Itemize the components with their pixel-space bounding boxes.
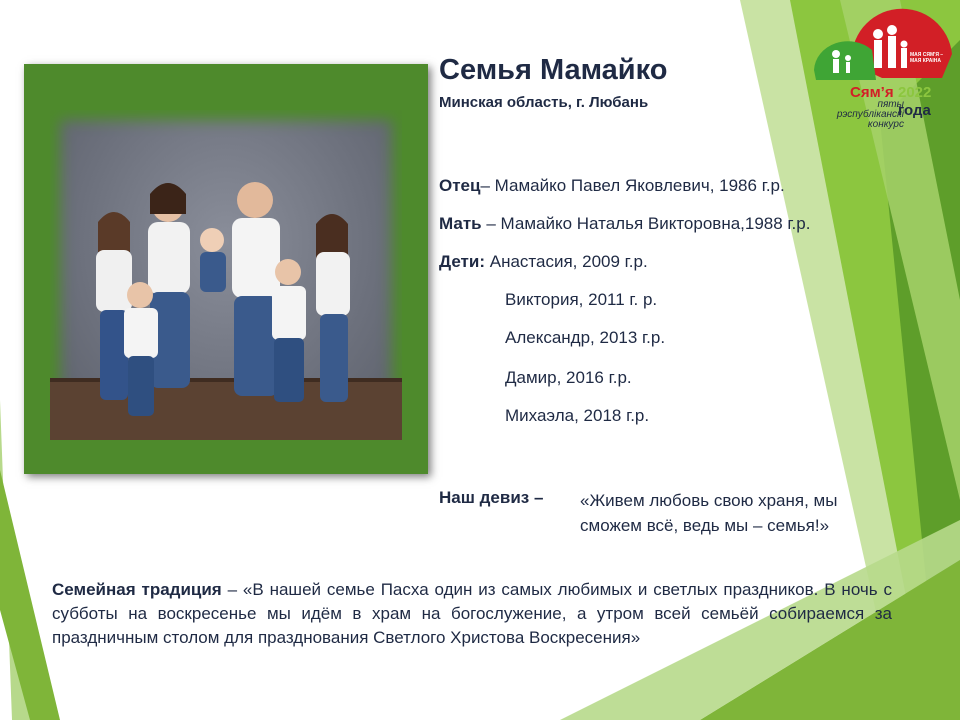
child-name: Александр, 2013 г.р. — [505, 328, 666, 347]
family-photo — [50, 110, 402, 440]
person-daughter-left — [96, 212, 132, 400]
tradition-label: Семейная традиция — [52, 580, 222, 599]
family-tradition — [52, 578, 892, 650]
child-name: Михаэла, 2018 г.р. — [505, 406, 650, 425]
motto-line-2: сможем всё, ведь мы – семья!» — [580, 516, 830, 535]
motto-label: Наш девиз – — [439, 488, 544, 507]
child-name: Анастасия, 2009 г.р. — [489, 252, 648, 271]
father-value: – Мамайко Павел Яковлевич, 1986 г.р. — [480, 176, 785, 195]
logo-word: Сям’я — [850, 84, 894, 101]
logo-green-arc — [814, 41, 876, 80]
logo-subtitle: пяты рэспубліканскі конкурс — [836, 99, 904, 130]
father-label: Отец — [439, 176, 481, 195]
child-name: Виктория, 2011 г. р. — [505, 290, 658, 309]
logo-year: 2022 — [898, 84, 932, 101]
father-line — [439, 176, 785, 196]
mother-label: Мать — [439, 214, 482, 233]
person-father — [232, 182, 280, 396]
children-label: Дети: — [439, 252, 485, 271]
mother-line — [439, 214, 810, 234]
left-green-shard-2 — [0, 470, 60, 720]
contest-logo — [812, 4, 960, 134]
page-subtitle: Минская область, г. Любань — [439, 94, 649, 111]
page-title: Семья Мамайко — [439, 54, 668, 86]
tradition-text: – «В нашей семье Пасха один из самых любимых и светлых праздников. В ночь с субботы на воскресенье мы идём в храм на богослужение, а утром всей семьёй собираемся за праздничным столом для празднования Светлого Христова Воскресения» — [52, 580, 892, 647]
logo-tagline: МАЯ СЯМ'Я – МАЯ КРАІНА — [910, 52, 944, 64]
motto-line-1: «Живем любовь свою храня, мы — [580, 491, 838, 510]
mother-value: – Мамайко Наталья Викторовна,1988 г.р. — [481, 214, 811, 233]
children-line — [439, 252, 648, 272]
logo-goda: года — [898, 102, 931, 119]
motto-text — [580, 488, 910, 538]
person-daughter-right — [316, 214, 350, 402]
person-toddler — [200, 228, 226, 292]
family-photo-frame — [24, 64, 428, 474]
child-name: Дамир, 2016 г.р. — [505, 368, 632, 387]
family-photo-illustration — [50, 110, 402, 440]
